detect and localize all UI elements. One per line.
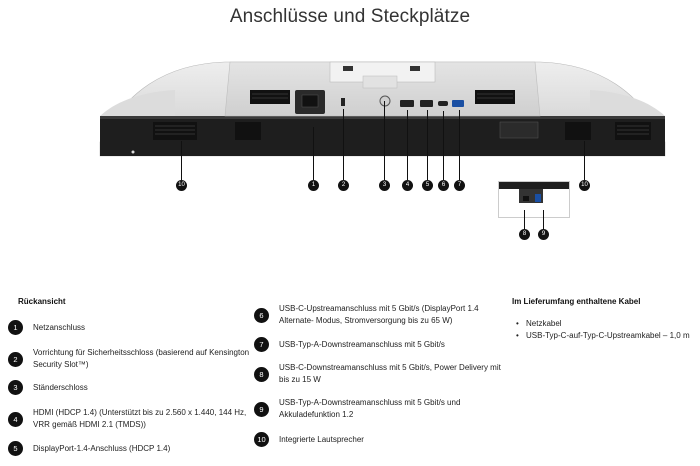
item-number-badge: 3 <box>8 380 23 395</box>
page-title: Anschlüsse und Steckplätze <box>229 6 471 27</box>
item-text: Netzanschluss <box>33 322 86 332</box>
cables-title: Im Lieferumfang enthaltene Kabel <box>512 297 641 306</box>
callout-badge: 1 <box>308 180 319 191</box>
item-text: Integrierte Lautsprecher <box>279 434 364 444</box>
callout-line <box>343 109 344 180</box>
list-item: • Netzkabel <box>516 318 690 330</box>
item-number-badge: 5 <box>8 441 23 456</box>
callout-line <box>427 110 428 180</box>
callout-badge: 10 <box>176 180 187 191</box>
callout-line <box>584 141 585 180</box>
callout-line <box>543 210 544 230</box>
callout-line <box>459 110 460 180</box>
list-item <box>254 337 504 352</box>
list-item: • USB-Typ-C-auf-Typ-C-Upstreamkabel – 1,0 m <box>516 330 690 342</box>
rear-view-title: Rückansicht <box>18 297 66 306</box>
item-number-badge: 6 <box>254 308 269 323</box>
callout-badge: 2 <box>338 180 349 191</box>
list-item <box>8 380 248 395</box>
callout-line <box>524 210 525 230</box>
callout-badge: 7 <box>454 180 465 191</box>
item-text: DisplayPort-1.4-Anschluss (HDCP 1.4) <box>33 443 171 453</box>
list-item <box>8 441 248 456</box>
item-number-badge: 4 <box>8 412 23 427</box>
list-item <box>254 303 504 327</box>
callout-line <box>407 110 408 180</box>
callout-badge: 3 <box>379 180 390 191</box>
item-number-badge: 9 <box>254 402 269 417</box>
list-item <box>254 397 504 421</box>
stand-inset-illustration <box>498 181 570 218</box>
item-text: USB-C-Downstreamanschluss mit 5 Gbit/s, Power Delivery mit bis zu 15 W <box>279 363 501 384</box>
cables-list <box>516 318 690 342</box>
callout-badge: 4 <box>402 180 413 191</box>
item-text: USB-C-Upstreamanschluss mit 5 Gbit/s (DisplayPort 1.4 Alternate- Modus, Stromversorgung bis zu 65 W) <box>279 304 479 325</box>
item-number-badge: 7 <box>254 337 269 352</box>
callout-line <box>443 111 444 180</box>
callout-badge: 5 <box>422 180 433 191</box>
callout-badge: 8 <box>519 229 530 240</box>
callout-badge: 9 <box>538 229 549 240</box>
list-item <box>254 432 504 447</box>
item-text: USB-Typ-A-Downstreamanschluss mit 5 Gbit/s <box>279 339 445 349</box>
list-item <box>8 320 248 335</box>
callout-line <box>313 127 314 180</box>
item-number-badge: 8 <box>254 367 269 382</box>
item-text: Vorrichtung für Sicherheitsschloss (basierend auf Kensington Security Slot™) <box>33 348 250 369</box>
item-text: HDMI (HDCP 1.4) (Unterstützt bis zu 2.560 x 1.440, 144 Hz, VRR gemäß HDMI 2.1 (TMDS)) <box>33 408 247 429</box>
list-item <box>254 362 504 386</box>
callout-line <box>181 141 182 180</box>
item-text: Ständerschloss <box>33 382 88 392</box>
callout-badge: 10 <box>579 180 590 191</box>
item-text: USB-Typ-A-Downstreamanschluss mit 5 Gbit/s und Akkuladefunktion 1.2 <box>279 398 461 419</box>
list-item <box>8 407 253 431</box>
callout-badge: 6 <box>438 180 449 191</box>
item-number-badge: 2 <box>8 352 23 367</box>
callout-line <box>384 101 385 180</box>
list-item <box>8 347 253 371</box>
item-number-badge: 1 <box>8 320 23 335</box>
item-number-badge: 10 <box>254 432 269 447</box>
